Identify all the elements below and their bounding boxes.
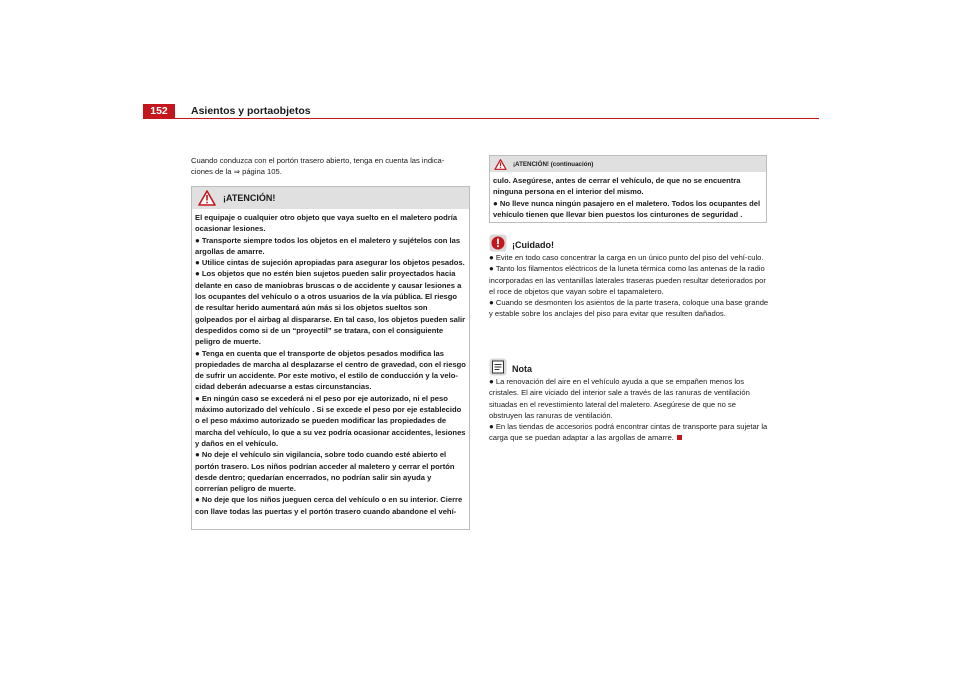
- list-item-text: Cuando se desmonten los asientos de la parte trasera, coloque una base grande y estable sobre los anclajes del piso para evitar que resulten dañados.: [489, 298, 769, 319]
- list-item: [489, 421, 769, 444]
- list-item: [195, 268, 466, 347]
- exclamation-circle-icon: [489, 234, 507, 252]
- list-item-text: Tenga en cuenta que el transporte de objetos pesados modifica las propiedades de marcha al desplazarse el centro de gravedad, con el riesgo de sufrir un accidente. Por este motivo, el estilo de conducción y la velo-cidad deberán adecuarse a estas circunstancias.: [195, 348, 466, 392]
- intro-line: Cuando conduzca con el portón trasero abierto, tenga en cuenta las indica-: [191, 156, 445, 165]
- list-item: [489, 252, 769, 263]
- list-item: [195, 235, 466, 258]
- bullet-icon: ●: [195, 235, 200, 245]
- list-item-text: En las tiendas de accesorios podrá encontrar cintas de transporte para sujetar la carga que se puedan adaptar a las argollas de amarre.: [489, 422, 768, 443]
- list-item-text: No deje que los niños jueguen cerca del vehículo o en su interior. Cierre con llave todas las puertas y el portón trasero cuando abandone el vehí-: [195, 495, 463, 516]
- list-item: [489, 263, 769, 297]
- page-number: 152: [143, 104, 175, 119]
- list-item-text: Tanto los filamentos eléctricos de la luneta térmica como las antenas de la radio incorporadas en las ventanillas laterales traseras pueden resultar deteriorados por el roce de objetos que vayan sobre el tapamaletero.: [489, 264, 766, 296]
- list-item-text: No lleve nunca ningún pasajero en el maletero. Todos los ocupantes del vehículo tienen que llevar bien puestos los cinturones de seguridad .: [493, 198, 761, 219]
- bullet-icon: ●: [489, 253, 494, 262]
- page-title: Asientos y portaobjetos: [191, 105, 311, 117]
- warning-header: [192, 187, 469, 209]
- warning-continued-header: [490, 156, 766, 172]
- list-item-text: Los objetos que no estén bien sujetos pueden salir proyectados hacia delante en caso de maniobras bruscas o de accidente y causar lesiones a los ocupantes del vehículo o a otros usuarios de la vía pública. El riesgo de resultar herido aumentará aún más si los objetos sueltos son golpeados por el airbag al dispararse. En tal caso, los objetos pueden salir despedidos como si de un “proyectil” se tratara, con el consiguiente peligro de muerte.: [195, 269, 466, 347]
- warning-continued-body: [490, 172, 766, 220]
- end-of-section-mark: [677, 435, 682, 440]
- bullet-icon: ●: [493, 198, 498, 208]
- note-section: [489, 356, 769, 444]
- note-header: [489, 356, 769, 376]
- list-item: [195, 348, 466, 393]
- list-item: [195, 449, 466, 494]
- bullet-icon: ●: [195, 495, 200, 505]
- warning-continued-box: [489, 155, 767, 223]
- bullet-icon: ●: [489, 377, 494, 386]
- caution-header: [489, 232, 769, 252]
- bullet-icon: ●: [195, 450, 200, 460]
- bullet-icon: ●: [195, 348, 200, 358]
- warning-continued-lead: culo. Asegúrese, antes de cerrar el vehículo, de que no se encuentra ninguna persona en el interior del mismo.: [493, 176, 741, 197]
- intro-line: ciones de la ⇒ página 105.: [191, 167, 282, 177]
- list-item-text: Transporte siempre todos los objetos en el maletero y sujételos con las argollas de amarre.: [195, 235, 461, 256]
- note-icon: [489, 358, 507, 376]
- warning-triangle-icon: [494, 159, 507, 170]
- warning-title: ¡ATENCIÓN!: [223, 193, 276, 203]
- warning-box: [191, 186, 470, 530]
- intro-text: [191, 155, 476, 178]
- list-item-text: Utilice cintas de sujeción apropiadas para asegurar los objetos pesados.: [201, 258, 465, 268]
- bullet-icon: ●: [489, 298, 494, 308]
- bullet-icon: ●: [195, 269, 200, 279]
- list-item-text: La renovación del aire en el vehículo ayuda a que se empañen menos los cristales. El aire viciado del interior sale a través de las ranuras de ventilación situadas en el revestimiento lateral del maletero. Asegúrese de que no se obstruyen las ranuras de ventilación.: [489, 377, 750, 420]
- list-item-text: No deje el vehículo sin vigilancia, sobre todo cuando esté abierto el portón trasero. Los niños podrían acceder al maletero y cerrar el portón desde dentro; quedarían encerrados, no podrían salir sin ayuda y correrían peligro de muerte.: [195, 450, 455, 494]
- warning-continued-title: ¡ATENCIÓN! (continuación): [513, 160, 594, 168]
- list-item-text: Evite en todo caso concentrar la carga en un único punto del piso del vehí-culo.: [495, 253, 764, 262]
- caution-title: ¡Cuidado!: [512, 239, 554, 250]
- bullet-icon: ●: [195, 258, 200, 268]
- bullet-icon: ●: [489, 422, 494, 432]
- bullet-icon: ●: [195, 393, 200, 403]
- caution-section: [489, 232, 769, 320]
- list-item: [195, 257, 466, 268]
- list-item: [489, 297, 769, 320]
- list-item: [195, 393, 466, 449]
- warning-body: [192, 209, 469, 517]
- warning-triangle-icon: [198, 190, 216, 206]
- list-item: [195, 494, 466, 517]
- note-title: Nota: [512, 363, 532, 374]
- warning-lead: El equipaje o cualquier otro objeto que vaya suelto en el maletero podría ocasionar lesiones.: [195, 213, 458, 234]
- list-item-text: En ningún caso se excederá ni el peso por eje autorizado, ni el peso máximo autorizado del vehículo . Si se excede el peso por eje establecido o el peso máximo autorizado se pueden modificar las propiedades de marcha del vehículo, lo que a su vez podría ocasionar accidentes, lesiones y daños en el vehículo.: [195, 393, 466, 448]
- header-rule: [175, 118, 819, 119]
- list-item: [489, 376, 769, 421]
- list-item: [493, 198, 763, 221]
- bullet-icon: ●: [489, 264, 494, 274]
